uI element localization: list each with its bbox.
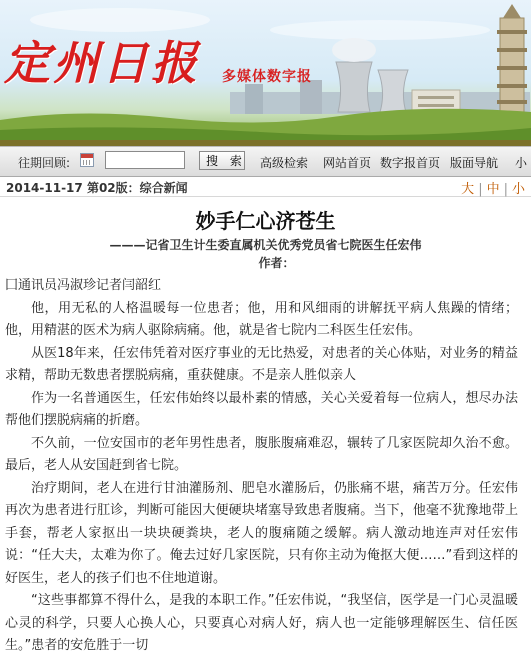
edition-number: 第02版： (86, 181, 140, 195)
issue-date: 2014-11-17 (6, 181, 83, 195)
article-paragraph: 作为一名普通医生，任宏伟始终以最朴素的情感，关心关爱着每一位病人，想尽办法帮他们摆脱病痛的折磨。 (5, 390, 518, 428)
article-title: 妙手仁心济苍生 (195, 209, 336, 233)
date-input[interactable] (105, 151, 185, 169)
edition-bar (0, 176, 531, 197)
font-size-medium[interactable]: 中 (486, 182, 500, 197)
nav-link-advanced-search[interactable]: 高级检索 (260, 156, 309, 170)
font-size-small[interactable]: 小 (511, 182, 525, 197)
article-subtitle: ———记省卫生计生委直属机关优秀党员省七院医生任宏伟 (109, 238, 422, 252)
article-paragraph: 不久前，一位安国市的老年男性患者，腹胀腹痛难忍，辗转了几家医院却久治不愈。最后，老人从安国赶到省七院。 (5, 435, 518, 473)
nav-link-more[interactable]: 小 (515, 156, 528, 170)
article-byline: 囗通讯员冯淑珍记者闫韶红 (5, 278, 162, 293)
banner (0, 0, 531, 146)
article-paragraph: 他，用无私的人格温暖每一位患者；他，用和风细雨的讲解抚平病人焦躁的情绪；他，用精湛的医术为病人驱除病痛。他，就是省七院内二科医生任宏伟。 (5, 300, 518, 338)
nav-bar (0, 146, 531, 177)
masthead-subtitle: 多媒体数字报 (222, 69, 312, 85)
masthead-logo: 定州日报 (4, 36, 200, 90)
article-paragraph: 治疗期间，老人在进行甘油灌肠剂、肥皂水灌肠后，仍胀痛不堪，痛苦万分。任宏伟再次为患者进行肛诊，判断可能因大便硬块堵塞导致患者腹痛。当下，他毫不犹豫地带上手套，帮老人家抠出一块块硬粪块，老人的腹痛随之缓解。病人激动地连声对任宏伟说：“任大夫，太难为你了。俺去过好几家医院，只有你主动为俺抠大便……”看到这样的好医生，老人的孩子们也不住地道谢。 (5, 480, 518, 586)
article-paragraph: “这些事都算不得什么，是我的本职工作。”任宏伟说，“我坚信，医学是一门心灵温暖心灵的科学，只要人心换人心，只要真心对病人好，病人也一定能够理解医生、信任医生。”患者的安危胜于一切 (5, 593, 518, 653)
nav-link-page-nav[interactable]: 版面导航 (450, 156, 499, 170)
nav-link-epaper-home[interactable]: 数字报首页 (380, 156, 441, 170)
article-body (5, 275, 518, 658)
nav-link-site-home[interactable]: 网站首页 (323, 156, 372, 170)
font-size-large[interactable]: 大 (461, 182, 475, 197)
font-size-switcher: 大 | 中 | 小 (461, 182, 525, 197)
past-issues-label: 往期回顾: (18, 156, 71, 170)
section-name: 综合新闻 (139, 181, 188, 195)
article-paragraph: 从医18年来，任宏伟凭着对医疗事业的无比热爱，对患者的关心体贴，对业务的精益求精，帮助无数患者摆脱病痛，重获健康。不是亲人胜似亲人 (5, 345, 518, 383)
calendar-icon[interactable] (80, 153, 94, 167)
author-label: 作者： (258, 256, 295, 270)
author-line (0, 254, 531, 271)
edition-info (6, 179, 188, 196)
search-button[interactable]: 搜 索 (199, 151, 245, 170)
